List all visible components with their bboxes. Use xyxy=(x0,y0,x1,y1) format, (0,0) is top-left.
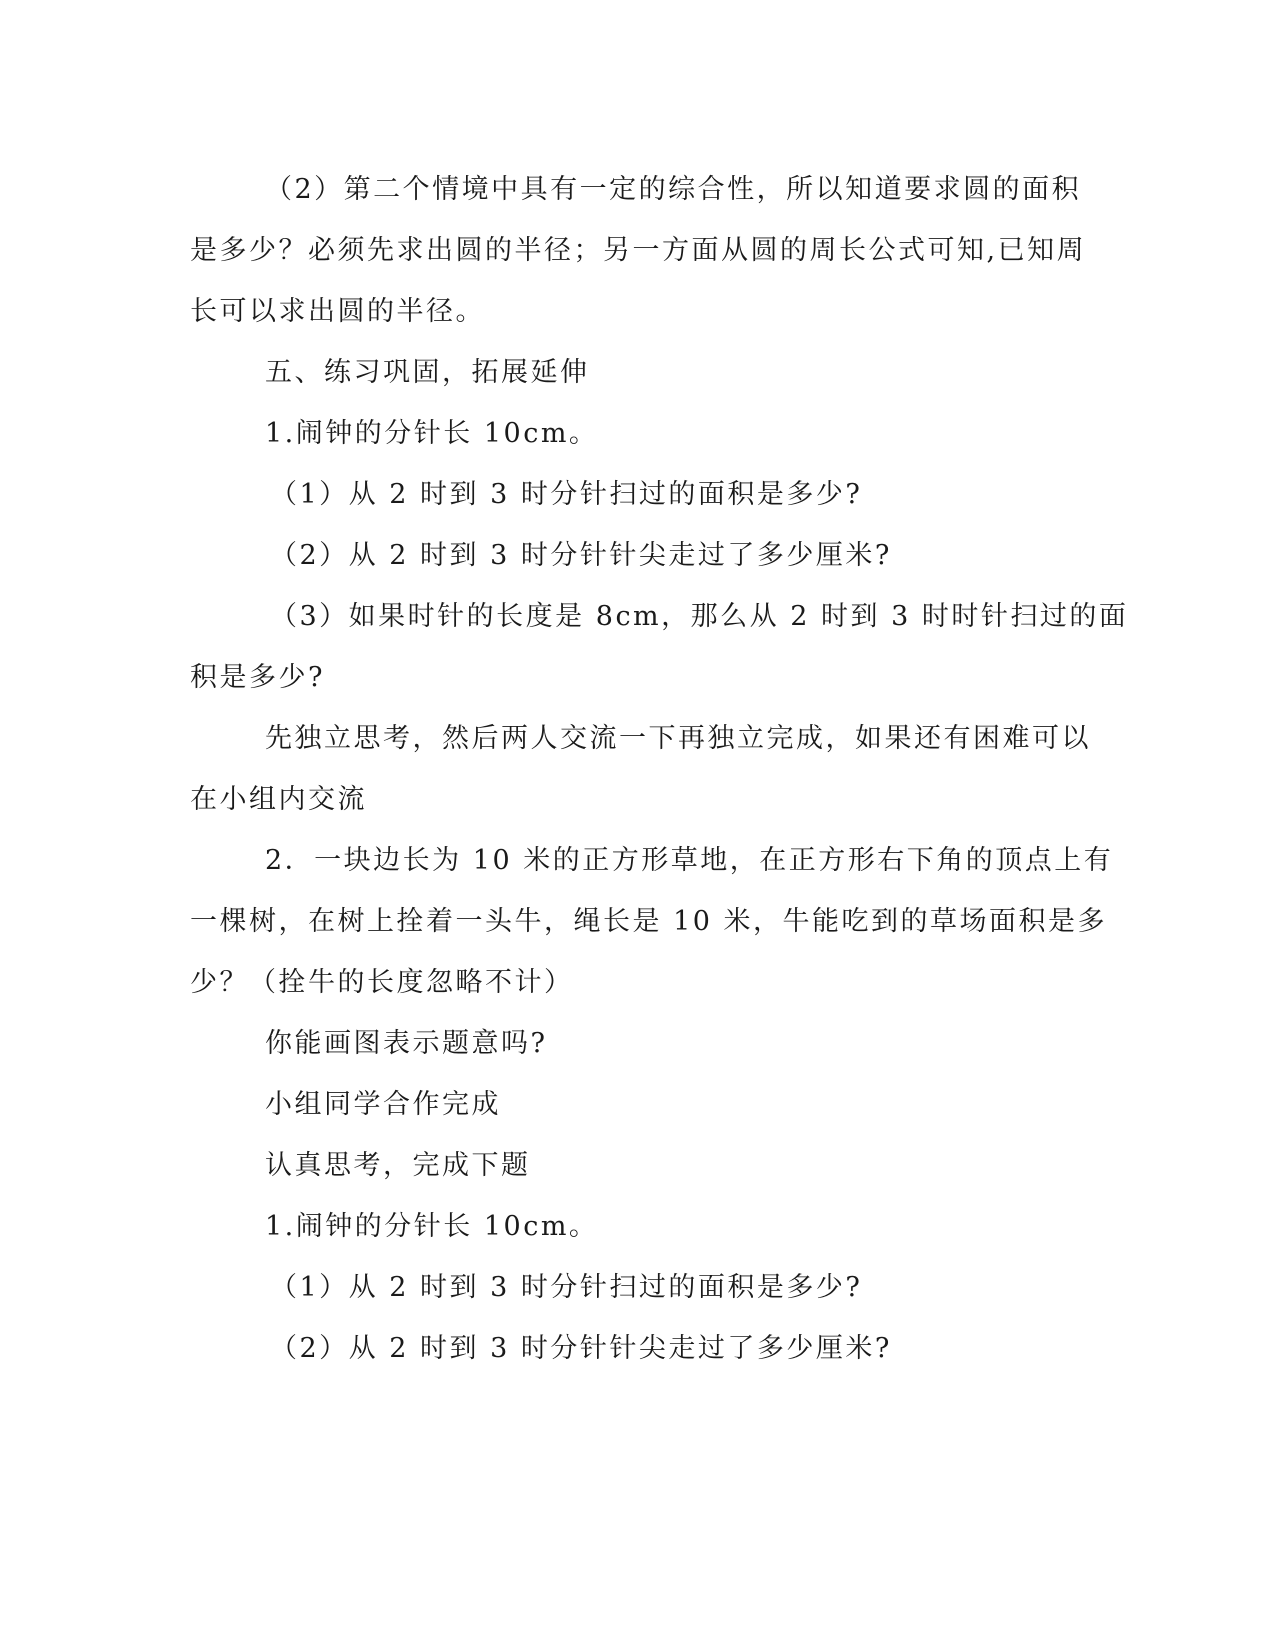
section-heading: 五、练习巩固，拓展延伸 xyxy=(265,357,590,388)
question-item: （2）从 2 时到 3 时分针针尖走过了多少厘米? xyxy=(270,540,892,571)
question-item-continued: 积是多少? xyxy=(190,662,325,693)
paragraph-line: 少？（拴牛的长度忽略不计） xyxy=(190,967,574,998)
paragraph-line: 先独立思考，然后两人交流一下再独立完成，如果还有困难可以 xyxy=(265,723,1091,754)
paragraph-line: 是多少？必须先求出圆的半径；另一方面从圆的周长公式可知,已知周 xyxy=(190,235,1087,266)
paragraph-line: 认真思考，完成下题 xyxy=(265,1150,531,1181)
paragraph-line: 一棵树，在树上拴着一头牛，绳长是 10 米，牛能吃到的草场面积是多 xyxy=(190,906,1108,937)
paragraph-line: （2）第二个情境中具有一定的综合性，所以知道要求圆的面积 xyxy=(265,174,1082,205)
question-item: （3）如果时针的长度是 8cm，那么从 2 时到 3 时时针扫过的面 xyxy=(270,601,1129,632)
exercise-title: 1.闹钟的分针长 10cm。 xyxy=(265,418,599,449)
exercise-title: 1.闹钟的分针长 10cm。 xyxy=(265,1211,599,1242)
question-item: （1）从 2 时到 3 时分针扫过的面积是多少? xyxy=(270,479,863,510)
paragraph-line: 你能画图表示题意吗? xyxy=(265,1028,548,1059)
question-item: （1）从 2 时到 3 时分针扫过的面积是多少? xyxy=(270,1272,863,1303)
question-item: （2）从 2 时到 3 时分针针尖走过了多少厘米? xyxy=(270,1333,892,1364)
exercise-title: 2．一块边长为 10 米的正方形草地，在正方形右下角的顶点上有 xyxy=(265,845,1114,876)
paragraph-line: 在小组内交流 xyxy=(190,784,367,815)
paragraph-line: 长可以求出圆的半径。 xyxy=(190,296,485,327)
paragraph-line: 小组同学合作完成 xyxy=(265,1089,501,1120)
